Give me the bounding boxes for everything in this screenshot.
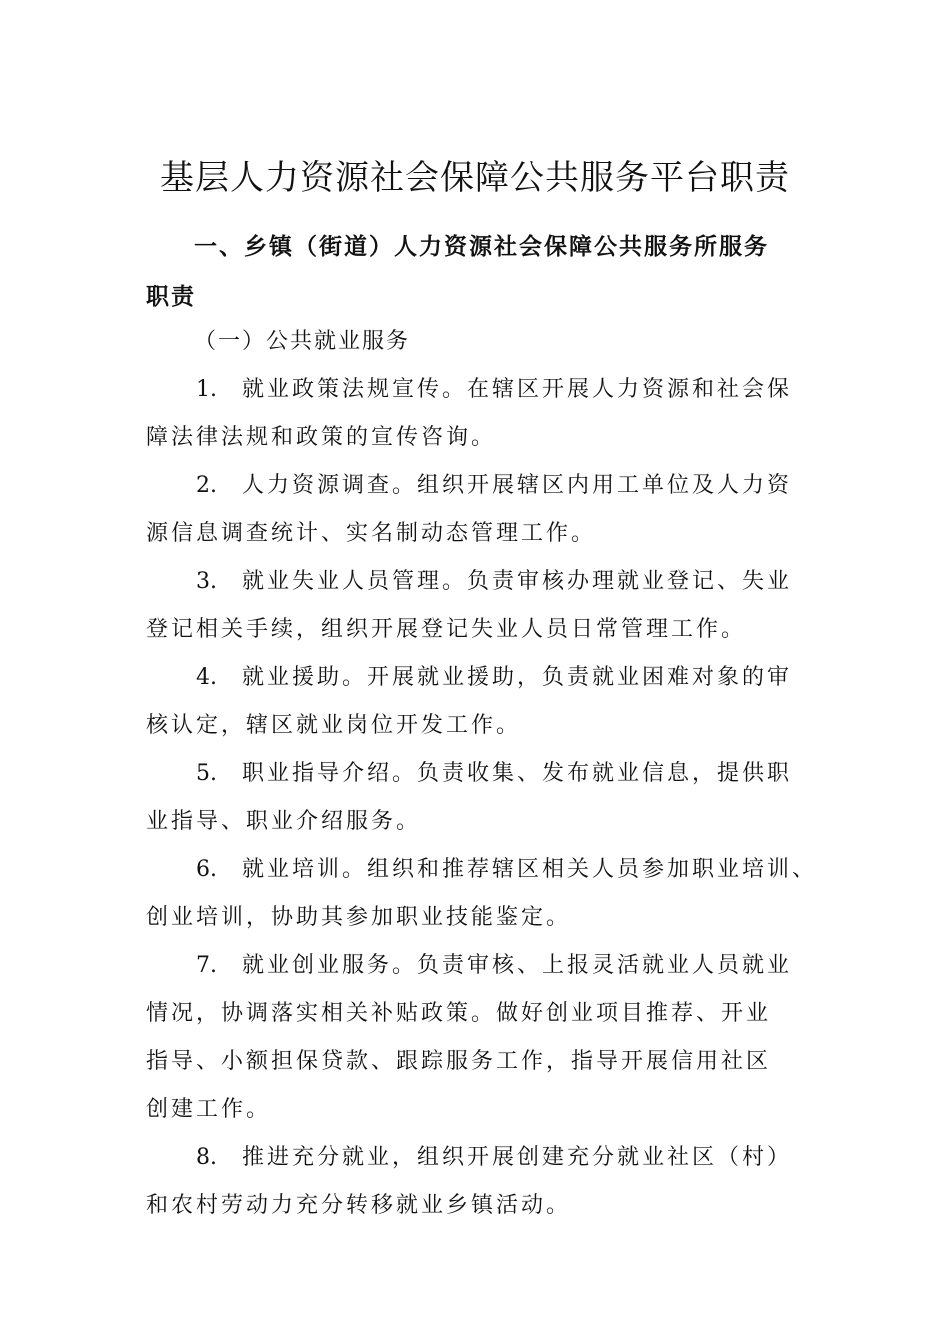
- item-line: 创业培训，协助其参加职业技能鉴定。: [146, 905, 572, 930]
- item-line: 2. 人力资源调查。组织开展辖区内用工单位及人力资: [146, 462, 811, 510]
- item-line: 4. 就业援助。开展就业援助，负责就业困难对象的审: [146, 654, 811, 702]
- item-number: 7.: [196, 953, 217, 978]
- item-line: 3. 就业失业人员管理。负责审核办理就业登记、失业: [146, 558, 811, 606]
- item-line: 和农村劳动力充分转移就业乡镇活动。: [146, 1193, 572, 1218]
- item-line: 8. 推进充分就业，组织开展创建充分就业社区（村）: [146, 1134, 811, 1182]
- item-line: 源信息调查统计、实名制动态管理工作。: [146, 521, 597, 546]
- item-line: 5. 职业指导介绍。负责收集、发布就业信息，提供职: [146, 750, 811, 798]
- list-item: [146, 654, 811, 750]
- item-line: 创建工作。: [146, 1097, 272, 1122]
- item-number: 2.: [196, 473, 217, 498]
- item-number: 4.: [196, 665, 217, 690]
- page-title: 基层人力资源社会保障公共服务平台职责: [160, 158, 790, 198]
- list-item: [146, 942, 811, 1134]
- item-number: 3.: [196, 569, 217, 594]
- item-line: 情况，协调落实相关补贴政策。做好创业项目推荐、开业: [146, 1001, 772, 1026]
- item-number: 8.: [196, 1145, 217, 1170]
- list-item: [146, 1134, 811, 1230]
- subsection-heading: （一）公共就业服务: [194, 329, 411, 354]
- item-number: 5.: [196, 761, 217, 786]
- item-line: 业指导、职业介绍服务。: [146, 809, 422, 834]
- list-item: [146, 558, 811, 654]
- list-item: [146, 750, 811, 846]
- item-line: 登记相关手续，组织开展登记失业人员日常管理工作。: [146, 617, 747, 642]
- section-heading-line2: 职责: [146, 284, 196, 310]
- section-heading-line1: 一、乡镇（街道）人力资源社会保障公共服务所服务: [194, 234, 769, 260]
- item-line: 核认定，辖区就业岗位开发工作。: [146, 713, 522, 738]
- item-line: 6. 就业培训。组织和推荐辖区相关人员参加职业培训、: [146, 846, 811, 894]
- item-line: 障法律法规和政策的宣传咨询。: [146, 425, 497, 450]
- item-number: 6.: [196, 857, 217, 882]
- section-heading: [146, 222, 811, 322]
- item-number: 1.: [196, 377, 217, 402]
- list-item: [146, 366, 811, 462]
- item-line: 7. 就业创业服务。负责审核、上报灵活就业人员就业: [146, 942, 811, 990]
- list-item: [146, 462, 811, 558]
- item-line: 指导、小额担保贷款、跟踪服务工作，指导开展信用社区: [146, 1049, 772, 1074]
- item-line: 1. 就业政策法规宣传。在辖区开展人力资源和社会保: [146, 366, 811, 414]
- list-item: [146, 846, 818, 942]
